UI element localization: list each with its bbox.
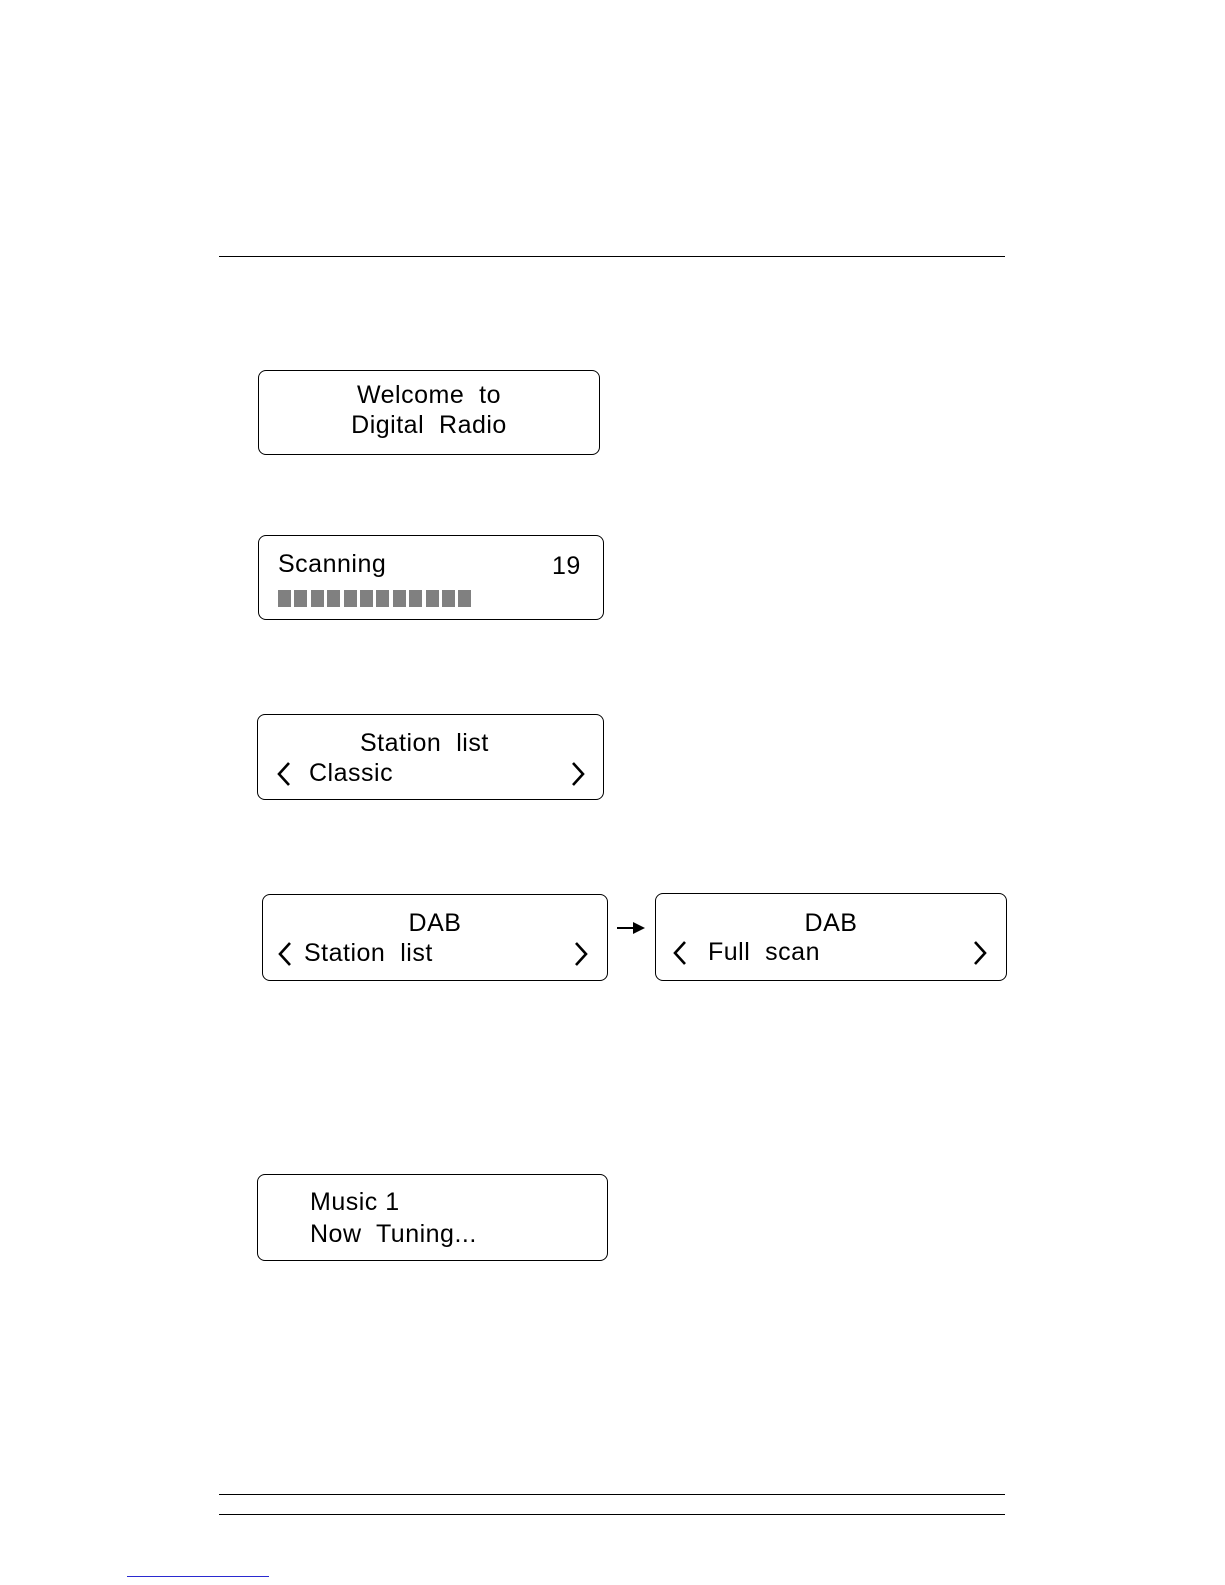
progress-segment [294, 590, 307, 607]
bottom-rule-1 [219, 1494, 1005, 1495]
progress-segment [426, 590, 439, 607]
scanning-count: 19 [552, 552, 581, 580]
dab-item-full-scan: Full scan [708, 938, 820, 966]
lcd-dab-station-list-screen [262, 894, 608, 981]
bottom-rule-2 [219, 1514, 1005, 1515]
dab-title: DAB [804, 909, 858, 937]
lcd-dab-full-scan-screen [655, 893, 1007, 981]
scanning-label: Scanning [278, 550, 387, 578]
welcome-line-1: Welcome to [357, 381, 501, 409]
top-rule [219, 256, 1005, 257]
chevron-right-icon [567, 939, 593, 969]
progress-segment [376, 590, 389, 607]
progress-segment [393, 590, 406, 607]
lcd-welcome-screen [258, 370, 600, 455]
station-list-title: Station list [360, 729, 489, 757]
welcome-line-2: Digital Radio [351, 411, 507, 439]
progress-segment [344, 590, 357, 607]
footer-link-underline [127, 1576, 269, 1577]
arrow-right-icon [616, 921, 646, 940]
lcd-station-list-screen [257, 714, 604, 800]
chevron-right-icon [966, 938, 992, 968]
chevron-left-icon [273, 939, 299, 969]
lcd-tuning-screen [257, 1174, 608, 1261]
progress-segment [409, 590, 422, 607]
station-list-item: Classic [309, 759, 394, 787]
chevron-left-icon [272, 759, 298, 789]
chevron-left-icon [668, 938, 694, 968]
tuning-station-name: Music 1 [310, 1188, 400, 1216]
chevron-right-icon [564, 759, 590, 789]
progress-segment [360, 590, 373, 607]
dab-title: DAB [408, 909, 462, 937]
progress-segment [311, 590, 324, 607]
progress-segment [327, 590, 340, 607]
progress-segment [278, 590, 291, 607]
dab-item-station-list: Station list [304, 939, 433, 967]
lcd-scanning-screen [258, 535, 604, 620]
progress-segment [442, 590, 455, 607]
tuning-status: Now Tuning... [310, 1220, 477, 1248]
progress-segment [458, 590, 471, 607]
